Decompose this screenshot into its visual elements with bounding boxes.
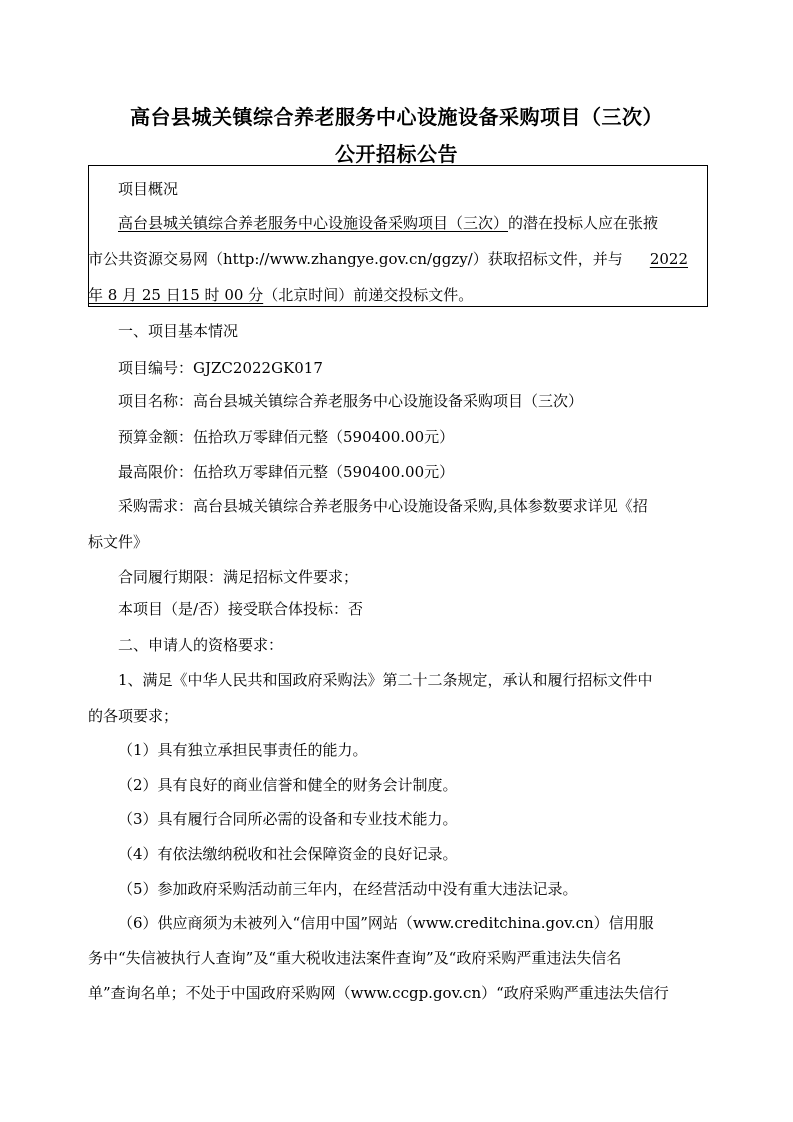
document-title: 高台县城关镇综合养老服务中心设施设备采购项目（三次） [130, 105, 663, 129]
contract-period: 合同履行期限：满足招标文件要求； [118, 568, 359, 586]
qualification-sub6-line3: 单”查询名单；不处于中国政府采购网（www.ccgp.gov.cn）“政府采购严重违法失信行 [88, 984, 669, 1002]
project-name: 项目名称：高台县城关镇综合养老服务中心设施设备采购项目（三次） [118, 392, 584, 410]
project-name-underlined: 高台县城关镇综合养老服务中心设施设备采购项目（三次） [118, 214, 509, 232]
overview-paragraph-line1 [118, 212, 658, 234]
deadline-year: 2022 [649, 250, 688, 268]
budget-amount: 预算金额：伍拾玖万零肆佰元整（590400.00元） [118, 428, 455, 446]
section1-heading: 一、项目基本情况 [118, 322, 239, 340]
document-subtitle: 公开招标公告 [335, 142, 458, 166]
consortium-bid: 本项目（是/否）接受联合体投标：否 [118, 600, 364, 618]
max-price: 最高限价：伍拾玖万零肆佰元整（590400.00元） [118, 463, 455, 481]
section2-heading: 二、申请人的资格要求： [118, 636, 284, 654]
qualification-sub6-line1: （6）供应商须为未被列入“信用中国”网站（www.creditchina.gov.cn）信用服 [118, 914, 654, 932]
qualification-item1-line1: 1、满足《中华人民共和国政府采购法》第二十二条规定，承认和履行招标文件中 [118, 671, 653, 689]
overview-paragraph-line3 [88, 284, 473, 306]
overview-text: 的潜在投标人应在张掖 [508, 214, 659, 232]
overview-text: 市公共资源交易网（http://www.zhangye.gov.cn/ggzy/）获取招标文件，并与 [88, 250, 623, 268]
procurement-requirement-line2: 标文件》 [88, 533, 149, 551]
qualification-sub4: （4）有依法缴纳税收和社会保障资金的良好记录。 [118, 845, 458, 863]
project-number: 项目编号：GJZC2022GK017 [118, 359, 323, 377]
deadline-date: 年 8 月 25 日15 时 00 分 [88, 286, 264, 304]
overview-heading: 项目概况 [118, 180, 179, 198]
qualification-sub6-line2: 务中“失信被执行人查询”及“重大税收违法案件查询”及“政府采购严重违法失信名 [88, 949, 622, 967]
qualification-sub5: （5）参加政府采购活动前三年内，在经营活动中没有重大违法记录。 [118, 880, 578, 898]
procurement-requirement-line1: 采购需求：高台县城关镇综合养老服务中心设施设备采购,具体参数要求详见《招 [118, 497, 648, 515]
qualification-sub1: （1）具有独立承担民事责任的能力。 [118, 741, 368, 759]
qualification-sub3: （3）具有履行合同所必需的设备和专业技术能力。 [118, 810, 458, 828]
overview-text: （北京时间）前递交投标文件。 [263, 286, 474, 304]
overview-paragraph-line2 [88, 248, 688, 270]
qualification-sub2: （2）具有良好的商业信誉和健全的财务会计制度。 [118, 776, 458, 794]
qualification-item1-line2: 的各项要求； [88, 707, 179, 725]
